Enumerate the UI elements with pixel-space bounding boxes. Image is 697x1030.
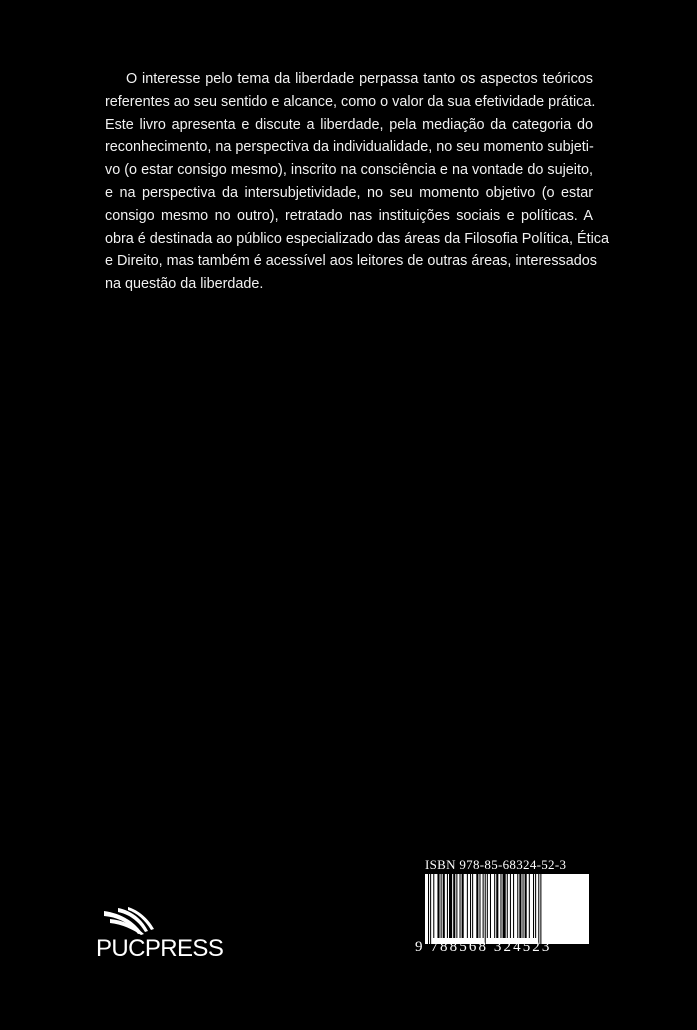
barcode-bar <box>430 874 431 944</box>
barcode-bar <box>453 874 455 938</box>
barcode-bar <box>470 874 471 938</box>
barcode-bar <box>490 874 491 938</box>
barcode-bar <box>472 874 473 938</box>
barcode-bar <box>437 874 439 938</box>
blurb-line: referentes ao seu sentido e alcance, como o valor da sua efetividade prática. <box>105 93 596 110</box>
barcode-bar <box>507 874 508 938</box>
barcode-bar <box>538 874 539 944</box>
barcode-bar <box>500 874 501 938</box>
barcode-bar <box>494 874 495 938</box>
barcode-bar <box>433 874 434 938</box>
barcode-bar <box>467 874 468 938</box>
blurb-line: Este livro apresenta e discute a liberdade, pela mediação da categoria do <box>105 116 593 133</box>
barcode-bar <box>460 874 461 938</box>
barcode-bar <box>523 874 524 938</box>
barcode-bar <box>540 874 541 944</box>
barcode-bar <box>462 874 464 938</box>
barcode-bar <box>443 874 445 938</box>
barcode-bar <box>519 874 521 938</box>
barcode-bar <box>533 874 534 938</box>
barcode-bar <box>483 874 484 938</box>
barcode-bar <box>447 874 448 938</box>
blurb-line: reconhecimento, na perspectiva da individualidade, no seu momento subjeti- <box>105 139 594 156</box>
barcode-bar <box>479 874 480 938</box>
barcode-bar <box>513 874 514 938</box>
barcode-bar <box>476 874 478 938</box>
barcode-bar <box>485 874 486 944</box>
barcode-bar <box>496 874 498 938</box>
publisher-logo <box>96 907 241 967</box>
blurb-line: obra é destinada ao público especializado das áreas da Filosofia Política, Ética <box>105 230 609 247</box>
publisher-logo-text: PUCPRESS <box>96 935 224 962</box>
blurb-line: e na perspectiva da intersubjetividade, no seu momento objetivo (o estar <box>105 184 593 201</box>
barcode-bar <box>487 874 488 938</box>
barcode-bar <box>525 874 527 938</box>
blurb-line: vo (o estar consigo mesmo), inscrito na consciência e na vontade do sujeito, <box>105 162 593 179</box>
blurb-text <box>105 68 609 296</box>
barcode-bar <box>441 874 442 938</box>
barcode-bar <box>456 874 457 938</box>
open-book-pages-icon <box>98 907 162 937</box>
barcode-bar <box>428 874 429 944</box>
barcode-bar <box>535 874 536 938</box>
barcode-bar <box>510 874 511 938</box>
blurb-line: na questão da liberdade. <box>105 276 264 293</box>
barcode <box>425 874 589 944</box>
blurb-line: e Direito, mas também é acessível aos leitores de outras áreas, interessados <box>105 253 597 270</box>
barcode-digits: 9 788568 324523 <box>415 939 552 955</box>
blurb-line: O interesse pelo tema da liberdade perpassa tanto os aspectos teóricos <box>126 71 593 87</box>
isbn-label: ISBN 978-85-68324-52-3 <box>425 857 567 872</box>
barcode-bar <box>529 874 530 938</box>
barcode-bar <box>503 874 506 938</box>
blurb-line: consigo mesmo no outro), retratado nas instituições sociais e políticas. A <box>105 207 593 224</box>
barcode-bar <box>517 874 518 938</box>
barcode-bar <box>449 874 452 938</box>
